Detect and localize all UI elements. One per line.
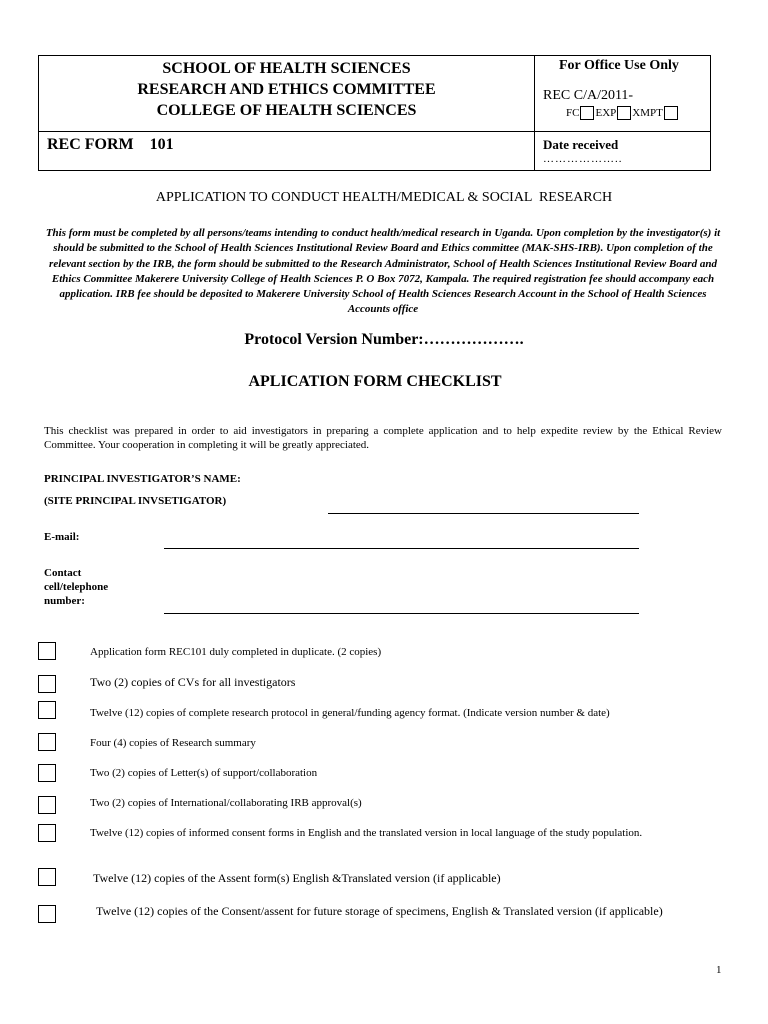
email-input-line[interactable] — [164, 548, 639, 549]
xmpt-checkbox[interactable] — [664, 106, 678, 120]
checklist-item: Two (2) copies of Letter(s) of support/collaboration — [90, 767, 318, 779]
checklist-checkbox[interactable] — [38, 796, 56, 814]
rec-ca-number: REC C/A/2011- — [543, 88, 634, 103]
checklist-checkbox[interactable] — [38, 675, 56, 693]
email-label: E-mail: — [44, 531, 80, 543]
checklist-item: Twelve (12) copies of the Assent form(s) English &Translated version (if applicable) — [93, 871, 501, 885]
protocol-version-number: Protocol Version Number:………………. — [244, 331, 524, 348]
application-title: APPLICATION TO CONDUCT HEALTH/MEDICAL & SOCIAL RESEARCH — [155, 190, 613, 205]
header-divider-vertical — [534, 56, 535, 170]
checklist-item: Two (2) copies of International/collaborating IRB approval(s) — [90, 797, 362, 809]
checklist-item: Twelve (12) copies of informed consent forms in English and the translated version in local language of the study population. — [90, 827, 643, 839]
school-line: RESEARCH AND ETHICS COMMITTEE — [137, 81, 436, 98]
checklist-item: Application form REC101 duly completed in duplicate. (2 copies) — [90, 646, 382, 658]
site-pi-label: (SITE PRINCIPAL INVSETIGATOR) — [44, 495, 227, 507]
exp-label: EXP — [595, 107, 617, 119]
checklist-item: Twelve (12) copies of the Consent/assent for future storage of specimens, English & Translated version (if applicable) — [96, 904, 663, 918]
header-divider-horizontal — [39, 131, 710, 132]
exp-checkbox[interactable] — [617, 106, 631, 120]
school-line: SCHOOL OF HEALTH SCIENCES — [162, 60, 411, 77]
checklist-checkbox[interactable] — [38, 733, 56, 751]
checklist-intro: This checklist was prepared in order to aid investigators in preparing a complete application and to help expedite review by the Ethical Review Committee. Your cooperation in completing it will be greatly appreciated. — [44, 425, 722, 451]
checklist-checkbox[interactable] — [38, 764, 56, 782]
contact-input-line[interactable] — [164, 613, 639, 614]
checklist-checkbox[interactable] — [38, 824, 56, 842]
checklist-checkbox[interactable] — [38, 905, 56, 923]
office-boxes — [566, 106, 679, 120]
checklist-checkbox[interactable] — [38, 868, 56, 886]
rec-form-number: REC FORM 101 — [47, 136, 174, 153]
date-received-field[interactable]: ……………….. — [543, 153, 623, 165]
office-use-label: For Office Use Only — [559, 58, 679, 73]
instructions-paragraph: This form must be completed by all persons/teams intending to conduct health/medical research in Uganda. Upon completion by the investigator(s) it should be submitted to the School of Health Sciences Institutional Review Board and Ethics committee (MAK-SHS-IRB). Upon completion of the relevant section by the IRB, the form should be submitted to the Research Administrator, School of Health Sciences Institutional Review Board and Ethics Committee Makerere University College of Health Sciences P. O Box 7072, Kampala. The required registration fee should accompany each application. IRB fee should be deposited to Makerere University School of Health Sciences Research Account in the School of Health Sciences Accounts office — [45, 227, 721, 316]
checklist-item: Two (2) copies of CVs for all investigators — [90, 675, 296, 689]
pi-name-input-line[interactable] — [328, 513, 639, 514]
checklist-item: Four (4) copies of Research summary — [90, 737, 256, 749]
checklist-title: APLICATION FORM CHECKLIST — [248, 373, 502, 390]
date-received-label: Date received — [543, 137, 619, 152]
checklist-checkbox[interactable] — [38, 642, 56, 660]
page-number: 1 — [716, 964, 722, 976]
header-table — [38, 55, 711, 171]
pi-name-label: PRINCIPAL INVESTIGATOR’S NAME: — [44, 473, 241, 485]
checklist-item: Twelve (12) copies of complete research protocol in general/funding agency format. (Indicate version number & date) — [90, 707, 610, 719]
school-name — [39, 58, 534, 121]
school-line: COLLEGE OF HEALTH SCIENCES — [156, 102, 417, 119]
xmpt-label: XMPT — [632, 107, 663, 119]
fc-checkbox[interactable] — [580, 106, 594, 120]
fc-label: FC — [566, 107, 580, 119]
contact-label: Contact cell/telephone number: — [44, 567, 109, 607]
checklist-checkbox[interactable] — [38, 701, 56, 719]
